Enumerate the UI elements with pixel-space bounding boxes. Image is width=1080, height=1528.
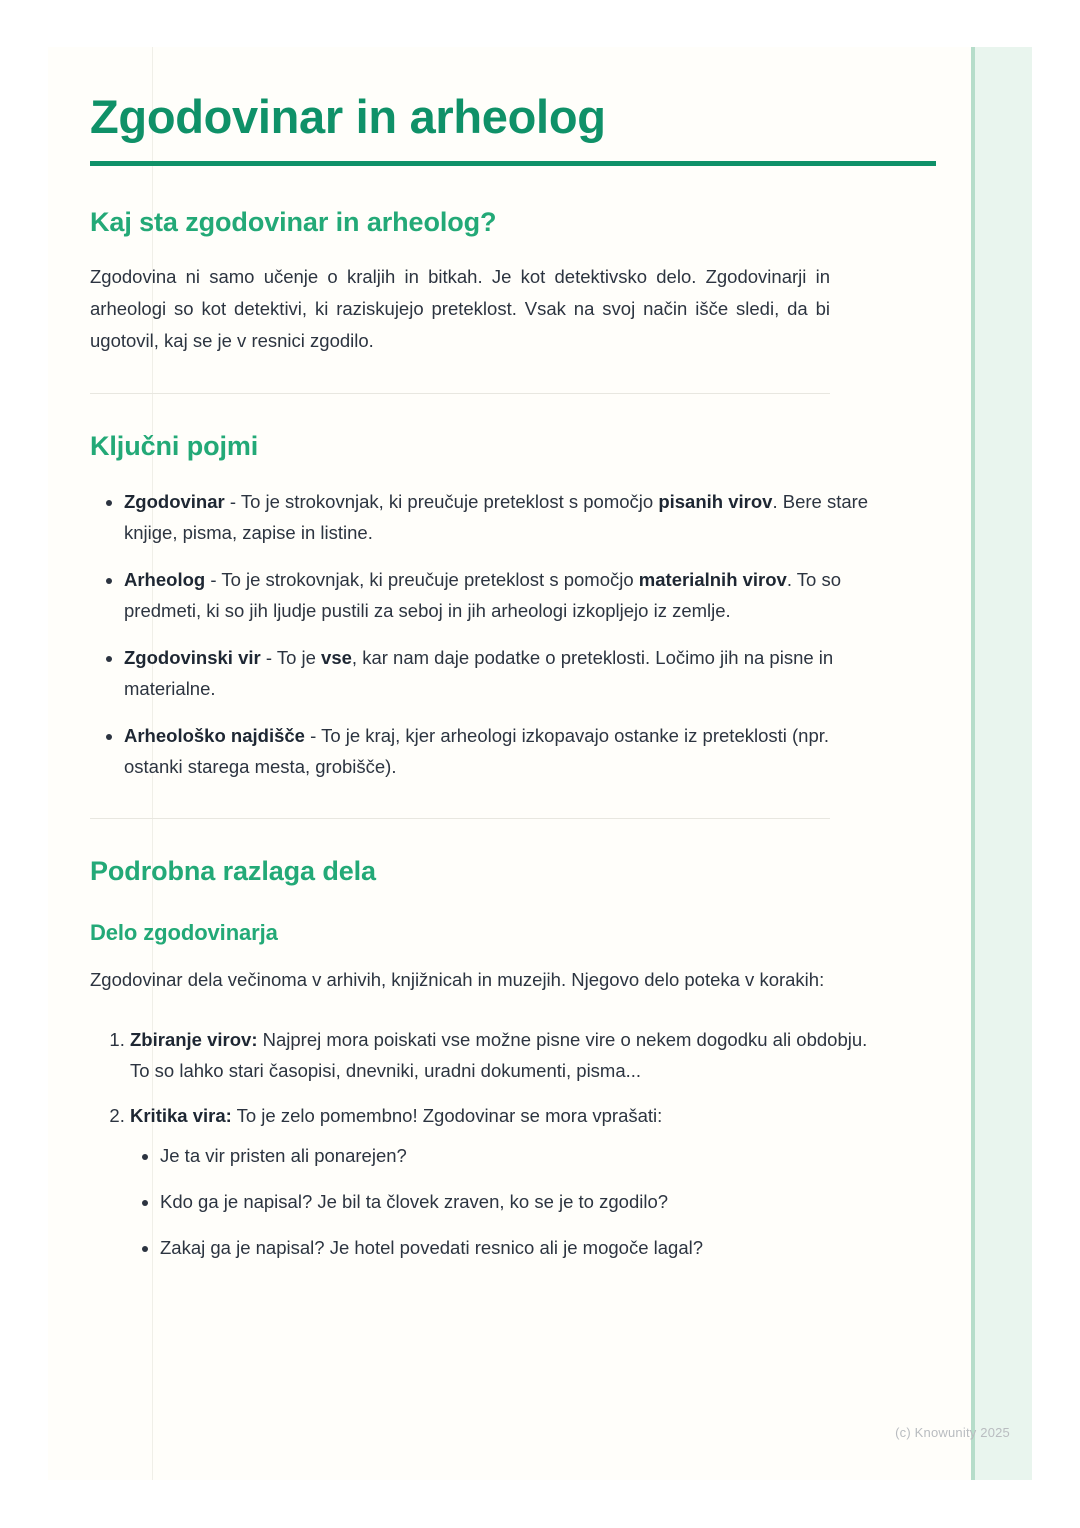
term-label: Zgodovinar	[124, 490, 225, 512]
term-label: Arheološko najdišče	[124, 725, 305, 747]
term-text-after: . Bere stare knjige, pisma, zapise in listine.	[124, 490, 869, 543]
term-text-before: To je strokovnjak, ki preučuje preteklost s pomočjo	[240, 490, 659, 512]
document-page	[48, 47, 1032, 1480]
term-dash: -	[260, 646, 277, 668]
key-terms-list	[90, 486, 884, 783]
term-dash: -	[205, 568, 222, 590]
term-text-after: , kar nam daje podatke o preteklosti. Ločimo jih na pisne in materialne.	[124, 646, 834, 699]
list-item	[124, 720, 884, 782]
term-emphasis: pisanih virov	[658, 490, 773, 512]
section-heading-key-terms: Ključni pojmi	[90, 430, 259, 461]
right-accent-line	[971, 47, 975, 1480]
step-text: To je zelo pomembno! Zgodovinar se mora vprašati:	[231, 1105, 663, 1127]
detailed-paragraph: Zgodovinar dela večinoma v arhivih, knjižnicah in muzejih. Njegovo delo poteka v korakih:	[90, 969, 825, 991]
section-heading-detailed: Podrobna razlaga dela	[90, 856, 376, 887]
steps-list	[90, 1024, 890, 1262]
list-item	[130, 1024, 890, 1086]
term-label: Zgodovinski vir	[124, 646, 261, 668]
step-label: Kritika vira:	[130, 1105, 232, 1127]
term-text-before: To je kraj, kjer arheologi izkopavajo ostanke iz preteklosti (npr. ostanki starega mesta, grobišče).	[124, 725, 830, 778]
list-item: • Kdo ga je napisal? Je bil ta človek zraven, ko se je to zgodilo?	[160, 1187, 890, 1217]
step-text: Najprej mora poiskati vse možne pisne vire o nekem dogodku ali obdobju. To so lahko stari časopisi, dnevniki, uradni dokumenti, pisma...	[130, 1029, 868, 1082]
intro-paragraph: Zgodovina ni samo učenje o kraljih in bitkah. Je kot detektivsko delo. Zgodovinarji in arheologi so kot detektivi, ki raziskujejo preteklost. Vsak na svoj način išče sledi, da bi ugotovil, kaj se je v resnici zgodilo.	[90, 266, 830, 351]
term-emphasis: vse	[321, 646, 352, 668]
term-dash: -	[224, 490, 241, 512]
term-text-before: To je	[276, 646, 322, 668]
document-content	[90, 47, 936, 1262]
term-label: Arheolog	[124, 568, 206, 590]
list-item: • Je ta vir pristen ali ponarejen?	[160, 1141, 890, 1171]
term-emphasis: materialnih virov	[638, 568, 787, 590]
term-text-before: To je strokovnjak, ki preučuje preteklost s pomočjo	[221, 568, 639, 590]
list-item	[124, 486, 884, 548]
term-text-after: . To so predmeti, ki so jih ljudje pustili za seboj in jih arheologi izkopljejo iz zemlje.	[124, 568, 842, 621]
list-item	[130, 1100, 890, 1262]
copyright-footer: (c) Knowunity 2025	[895, 1425, 1010, 1440]
section-heading-intro: Kaj sta zgodovinar in arheolog?	[90, 206, 497, 237]
right-accent-panel	[975, 47, 1032, 1480]
criticism-questions-list	[130, 1141, 890, 1262]
term-dash: -	[304, 725, 322, 747]
page-title: Zgodovinar in arheolog	[90, 90, 606, 143]
list-item	[124, 642, 884, 704]
list-item	[124, 564, 884, 626]
subsection-heading-historian-work: Delo zgodovinarja	[90, 919, 278, 945]
list-item: • Zakaj ga je napisal? Je hotel povedati resnico ali je mogoče lagal?	[160, 1233, 890, 1263]
step-label: Zbiranje virov:	[130, 1029, 258, 1051]
